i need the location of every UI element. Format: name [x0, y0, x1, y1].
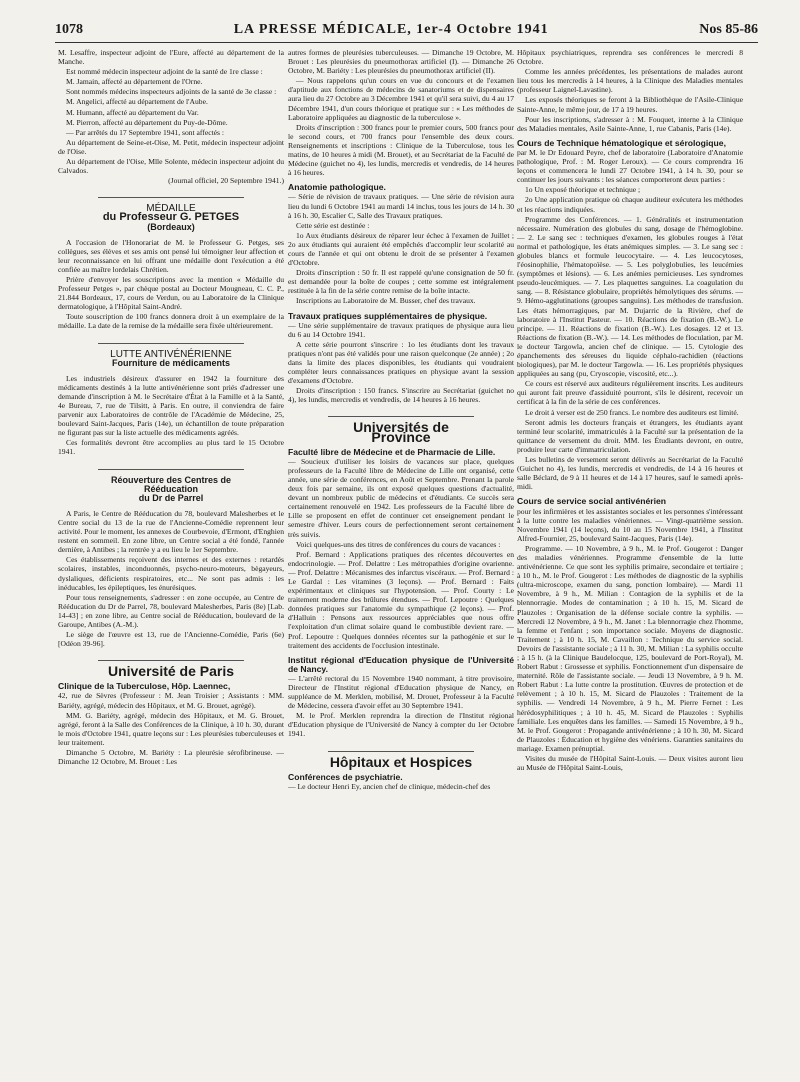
- paragraph: 2o Une application pratique où chaque auditeur exécutera les méthodes et les réactions indiquées.: [517, 195, 743, 214]
- parrel-heading: [98, 469, 244, 503]
- paragraph: Prof. Bernard : Applications pratiques des récentes découvertes en endocrinologie. — Prof. Delattre : Les métropathies d'origine ovarienne. — Prof. Delattre : Mécanismes des infarctus viscéraux. — Prof. Bernard : Le Gardal : Les vitamines (3 leçons). — Prof. Bernard : Faits expérimentaux et cliniques sur l'hypotension. — Prof. Courty : Le traitement moderne des brûlures étendues. — Prof. Lepoutre : Quelques données pratiques sur l'anatomie du sympathique (2 leçons). — Prof. d'Halluin : Pensons aux ressources appréciables que nous offre l'exploitation d'un climat solaire quand le combustible devient rare. — Prof. Lepoutre : Quelques données récentes sur la pathogénie et sur le traitement des accidents de l'occlusion intestinale.: [288, 549, 514, 650]
- section-subtitle: Fourniture de médicaments: [111, 357, 231, 368]
- paragraph: 1o Un exposé théorique et technique ;: [525, 185, 641, 195]
- section-title: du Professeur G. PETGES: [102, 211, 240, 224]
- paragraph: Hôpitaux psychiatriques, reprendra ses conférences le mercredi 8 Octobre.: [517, 48, 743, 67]
- province-heading: [328, 416, 474, 445]
- journal-title: LA PRESSE MÉDICALE, 1er-4 Octobre 1941: [233, 22, 549, 37]
- paragraph: A l'occasion de l'Honorariat de M. le Professeur G. Petges, ses collègues, ses élèves et ses amis ont pensé lui témoigner leur affection et leur reconnaissance en lui offrant une médaille dont l'exécution a été confiée au maître lordelais Chrétien.: [58, 237, 284, 274]
- paragraph: Voici quelques-uns des titres de conférences du cours de vacances :: [296, 539, 501, 549]
- header-rule: [55, 42, 758, 43]
- page-number: 1078: [55, 22, 83, 37]
- paragraph: Le siège de l'œuvre est 13, rue de l'Ancienne-Comédie, Paris (6e) [Odéon 39-96].: [58, 630, 284, 649]
- paragraph: Au département de l'Oise, Mlle Solente, médecin inspecteur adjoint du Calvados.: [58, 157, 284, 176]
- paragraph: — Le docteur Henri Ey, ancien chef de clinique, médecin-chef des: [288, 781, 491, 791]
- paragraph: Cette série est destinée :: [296, 220, 370, 230]
- paragraph: M. Humann, affecté au département du Var.: [66, 107, 199, 117]
- section-title: Universités de Province: [353, 419, 449, 445]
- paragraph: Prière d'envoyer les souscriptions avec la mention « Médaille du Professeur Petges », par chèque postal au Docteur Mougneau, C. C. P., 21.844 Bordeaux, 17, cours de Verdun, ou au Laboratoire de la Clinique dermatologique, à l'Hôpital Saint-André.: [58, 274, 284, 312]
- paragraph: Les industriels désireux d'assurer en 1942 la fourniture des médicaments destinés à la lutte antivénérienne sont priés d'adresser une demande d'inscription à M. le Secrétaire d'État à la Famille et à la Santé, 4e Bureau, 7, rue de Tilsitt, à Paris. En outre, il conviendra de faire parvenir aux Laboratoires de contrôle de l'Académie de Médecine, 25, boulevard Saint-Jacques, Paris (14e), un échantillon de toute préparation ne figurant pas sur la liste actuelle des médicaments agréés.: [58, 373, 284, 438]
- run-in-heading: Clinique de la Tuberculose, Hôp. Laennec,: [58, 681, 231, 692]
- paragraph: — Par arrêtés du 17 Septembre 1941, sont affectés :: [66, 127, 225, 137]
- paragraph: Droits d'inscription : 300 francs pour le premier cours, 500 francs pour le second cours, et 700 francs pour l'ensemble des deux cours. Renseignements et inscriptions : Clinique de la Tuberculose, tous les matins, de 10 heures à midi (M. Brouet), et au Secrétariat de la Faculté de Médecine (guichet no 4), les lundis, mercredis et vendredis, de 14 heures à 16 heures.: [288, 122, 514, 178]
- lutte-heading: [98, 343, 244, 368]
- paragraph: M. le Prof. Merklen reprendra la direction de l'Institut régional d'Education physique de l'Université de Nancy à compter du 1er Octobre 1941.: [288, 711, 514, 739]
- section-title: Réouverture des Centres de Rééducation: [110, 474, 232, 494]
- paragraph: M. Angelici, affecté au département de l'Aube.: [66, 97, 208, 107]
- nominations-list: [58, 48, 284, 185]
- paragraph: Droits d'inscription : 150 francs. S'inscrire au Secrétariat (guichet no 4), les lundis, mercredis et vendredis, de 14 heures à 16 heures.: [288, 386, 514, 405]
- paragraph: pour les infirmières et les assistantes sociales et les personnes s'intéressant à la lutte contre les maladies vénériennes. — Vingt-quatrième session. Novembre 1941 (14 leçons), du 10 au 15 Novembre 1941, à l'Institut Alfred-Fournier, 25, boulevard Saint-Jacques, Paris (14e).: [517, 506, 743, 543]
- paragraph: Les bulletins de versement seront délivrés au Secrétariat de la Faculté (Guichet no 4), les lundis, mercredis et vendredis, de 14 à 16 heures et salle Béclard, de 9 à 11 heures et de 14 à 17 heures, sauf le samedi après-midi.: [517, 455, 743, 492]
- run-in-heading: Anatomie pathologique.: [288, 182, 386, 193]
- paragraph: A Paris, le Centre de Rééducation du 78, boulevard Malesherbes et le Centre social du 13 de la rue de l'Ancienne-Comédie reprennent leur activité. Pour le moment, les annexes de Courbevoie, d'Ermont, d'Enghien restent en sommeil. En zone libre, un Centre social a été fondé, l'année dernière, à Antibes ; la rentrée y a eu lieu le 1er Septembre.: [58, 508, 284, 555]
- paragraph: — Une série supplémentaire de travaux pratiques de physique aura lieu du 6 au 14 Octobre 1941.: [288, 320, 514, 339]
- column-3: [517, 48, 743, 1073]
- run-in-heading: Faculté libre de Médecine et de Pharmacie de Lille.: [288, 446, 496, 457]
- paragraph: Ces établissements reçoivent des internes et des externes : retardés scolaires, instables, inconduonnés, psycho-neuro-moteurs, bègayeurs, dyslaliques, déficients respiratoires, etc... Ne sont pas admis : les inéducables, les épileptiques, les énurésiques.: [58, 555, 284, 592]
- paragraph: Le droit à verser est de 250 francs. Le nombre des auditeurs est limité.: [525, 407, 739, 417]
- paragraph: Pour tous renseignements, s'adresser : en zone occupée, au Centre de Rééducation du Dr de Parrel, 78, boulevard Malesherbes, Paris (8e) [Lab. 14-43] ; en zone libre, au Centre social de Rééducation, boulevard de la Garoupe, Antibes (A.-M.).: [58, 592, 284, 629]
- paragraph: Comme les années précédentes, les présentations de malades auront lieu tous les mercredis à 14 heures, à la Clinique des Maladies mentales (professeur Laignel-Lavastine).: [517, 67, 743, 95]
- paragraph: — Soucieux d'utiliser les loisirs de vacances sur place, quelques professeurs de la Faculté libre de Médecine de Lille ont organisé, cette année, une série de conférences, en Août et Septembre. Prenant la parole deux fois par semaine, ils ont exposé quelques questions d'actualité, devant un nombreux public de médecins et d'étudiants. Ce succès sera certainement renouvelé en 1942. Les professeurs de la Faculté libre de Lille se proposent en effet de continuer cet enseignement pendant le semestre d'hiver. Leurs cours de perfectionnement seront certainement très suivis.: [288, 456, 514, 539]
- column-2: [288, 48, 514, 1073]
- paragraph: Sont nommés médecins inspecteurs adjoints de la santé de 3e classe :: [66, 87, 277, 97]
- paragraph: — Série de révision de travaux pratiques. — Une série de révision aura lieu du lundi 6 Octobre 1941 au mardi 14 inclus, tous les jours de 14 h. 30 à 16 h. 30, Escalier C, Salle des Travaux pratiques.: [288, 192, 514, 220]
- paragraph: Programme des Conférences. — 1. Généralités et instrumentation nécessaire. Numération des globules du sang, dosage de l'hémoglobine. — 2. Le sang sec : techniques d'examen, les globules rouges à l'état normal et pathologique, les états anémiques simples. — 3. Le sang sec : globules blancs et formule leucocytaire. — 4. Les leucocytoses, l'éosinophilie, l'hématopoïèse. — 5. Les polyglobulies, les leucémies (symptômes et lésions). — 6. Les anémies pernicieuses. Les syndromes pseudo-leucémiques. — 7. Les plaquettes sanguines. La coagulation du sang. — 8. Résistance globulaire, propriétés hémolytiques des sérums. — 9. Hémo-agglutinations (groupes sanguins). Les méthodes de transfusion. Les états hémorragiques, par M. Dujarric de la Rivière, chef de laboratoire à l'Institut Pasteur. — 10. Réactions de fixation (B.-W.). Le principe. — 11. Réactions de fixation (B.-W.). Les dosages. 12 et 13. Réactions de fixation (B.-W.). — 14. Les méthodes de floculation, par M. le docteur Targowla, ancien chef de clinique. — 15. Cytologie des épanchements des séreuses du liquide céphalo-rachidien (réactions biologiques), par M. le docteur Targowla. — 16. Les propriétés physiques appliquées au sang (pu, Cryoscopie, viscosité, etc...).: [517, 214, 743, 379]
- section-subtitle: du Dr de Parrel: [138, 492, 204, 503]
- paragraph: autres formes de pleurésies tuberculeuses. — Dimanche 19 Octobre, M. Brouet : Les pleurésies du pneumothorax artificiel (I). — Dimanche 26 Octobre, M. Bariéty : Les pleurésies du pneumothorax artificiel (II).: [288, 48, 514, 76]
- paragraph: Visites du musée de l'Hôpital Saint-Louis. — Deux visites auront lieu au Musée de l'Hôpital Saint-Louis,: [517, 754, 743, 773]
- run-in-heading: Cours de Technique hématologique et sérologique,: [517, 137, 726, 148]
- section-title: Hôpitaux et Hospices: [329, 753, 473, 770]
- paragraph: M. Jamain, affecté au département de l'Orne.: [66, 77, 203, 87]
- paragraph: Seront admis les docteurs français et étrangers, les étudiants ayant terminé leur scolarité, immatriculés à la Faculté sur la présentation de la quittance de versement du droit. MM. les Étudiants devront, en outre, produire leur carte d'immatriculation.: [517, 417, 743, 454]
- paragraph: Pour les inscriptions, s'adresser à : M. Fouquet, interne à la Clinique des Maladies mentales, Asile Sainte-Anne, 1, rue Cabanis, Paris (14e).: [517, 114, 743, 133]
- hospices-heading: [328, 751, 474, 770]
- paragraph: Ce cours est réservé aux auditeurs régulièrement inscrits. Les auditeurs qui auront fait preuve d'assiduité pourront, s'ils le désirent, recevoir un certificat à la fin de la série de ces conférences.: [517, 379, 743, 407]
- section-subtitle: (Bordeaux): [147, 221, 195, 232]
- paragraph: Dimanche 5 Octobre, M. Bariéty : La pleurésie sérofibrineuse. — Dimanche 12 Octobre, M. Brouet : Les: [58, 748, 284, 767]
- section-title: MÉDAILLE: [146, 203, 196, 215]
- run-in-heading: Travaux pratiques supplémentaires de physique.: [288, 310, 488, 321]
- column-1: [58, 48, 284, 1073]
- section-title: Université de Paris: [107, 663, 235, 680]
- section-title: LUTTE ANTIVÉNÉRIENNE: [110, 348, 232, 360]
- paragraph: Programme. — 10 Novembre, à 9 h., M. le Prof. Gougerot : Danger des maladies vénériennes. Programme d'ensemble de la lutte antivénérienne. Ce que sont les syphilis primaire, secondaire et tertiaire ; à 10 h., M. le Prof. Gougerot : Les méthodes de diagnostic de la syphilis (ultra-microscope, examen du sang, ponction lombaire). — Mardi 11 Novembre, à 9 h., M. Milian : Contagion de la syphilis et de la blennorragie. Modes de contamination ; à 10 h. 15, M. Sicard de Plauzoles : Organisation de la défense sociale contre la syphilis. — Mercredi 12 Novembre, à 9 h., M. Janet : La blennorragie chez l'homme, la femme et l'enfant ; son importance sociale. Moyens de diagnostic. Traitement ; à 10 h. 15, M. Cavaillon : Technique du service social. Devoirs de l'assistante sociale ; à 11 h. 30, M. Milian : La syphilis occulte ; à 15 h. (à la Clinique Baudelocque, 125, boulevard de Port-Royal), M. Robert Rabut : Grossesse et syphilis. Fonctionnement d'un dispensaire de maternité. Rôle de l'assistante sociale. — Jeudi 13 Novembre, à 9 h. M. Robert Rabut : La lutte contre la prostitution. Œuvres de protection et de relèvement ; à 10 h. 15, M. Sicard de Plauzoles : Traitement de la syphilis. — Vendredi 14 Novembre, à 9 h., M. Pierre Fernet : Les hérédosyphilitiques ; à 10 h. 45, M. Sicard de Plauzoles : Syphilis familiale. Les enquêtes dans les familles. — Samedi 15 Novembre, à 9 h., M. le Prof. Gougerot : Propagande antivénérienne ; à 10 h. 30, M. Sicard de Plauzoles : Éducation et hygiène des vénériens. Garanties sanitaires du mariage. Examen prénuptial.: [517, 543, 743, 753]
- page-header: [55, 20, 758, 40]
- paragraph: M. Lesaffre, inspecteur adjoint de l'Eure, affecté au département de la Manche.: [58, 48, 284, 67]
- paragraph: MM. G. Bariéty, agrégé, médecin des Hôpitaux, et M. G. Brouet, agrégé, feront à la Salle des Conférences de la Clinique, à 10 h. 30, durant le mois d'Octobre 1941, quatre leçons sur : Les pleurésies tuberculeuses et leur traitement.: [58, 710, 284, 747]
- paragraph: Toute souscription de 100 francs donnera droit à un exemplaire de la médaille. La date de la remise de la médaille sera fixée ultérieurement.: [58, 312, 284, 331]
- paragraph: A cette série pourront s'inscrire : 1o les étudiants dont les travaux pratiques n'ont pas été validés pour une raison quelconque (2e année) ; 2o dans la limite des places disponibles, les étudiants qui voudraient compléter leurs connaissances pratiques en physique avant la session d'examens d'Octobre.: [288, 339, 514, 386]
- paragraph: Au département de Seine-et-Oise, M. Petit, médecin inspecteur adjoint de l'Oise.: [58, 137, 284, 156]
- paragraph: Ces formalités devront être accomplies au plus tard le 15 Octobre 1941.: [58, 438, 284, 457]
- paragraph: 1o Aux étudiants désireux de réparer leur échec à l'examen de Juillet ; 2o aux étudiants qui auraient été empêchés d'accomplir leur scolarité au cours de l'année et qui ont obtenu le droit de se présenter à l'examen d'Octobre.: [288, 230, 514, 268]
- paragraph: Droits d'inscription : 50 fr. Il est rappelé qu'une consignation de 50 fr. est demandée pour la boîte de coupes ; cette somme est intégralement restituée à la fin de la série contre remise de la boîte intacte.: [288, 268, 514, 296]
- paragraph: M. Pierron, affecté au département du Puy-de-Dôme.: [66, 117, 228, 127]
- paragraph: — Nous rappelons qu'un cours en vue du concours et de l'examen d'aptitude aux fonctions de médecins de sanatoriums et de dispensaires aura lieu du 27 Octobre au 3 Décembre 1941 et qu'il sera suivi, du 4 au 17 Décembre 1941, d'un cours théorique et pratique sur : « Les méthodes de Laboratoire appliquées au diagnostic de la tuberculose ».: [288, 76, 514, 122]
- medaille-heading: [98, 197, 244, 231]
- issue-number: Nos 85-86: [699, 22, 758, 37]
- paragraph: 42, rue de Sèvres (Professeur : M. Jean Troisier ; Assistants : MM. Bariéty, agrégé, médecin des Hôpitaux, et M. G. Brouet, agrégé).: [58, 691, 284, 710]
- paragraph: — L'arrêté rectoral du 15 Novembre 1940 nommant, à titre provisoire, Directeur de l'Institut régional d'Education physique de Nancy, en suppléance de M. Merklen, mobilisé, M. Drouet, Professeur à la Faculté de Médecine, cessera d'avoir effet au 30 Septembre 1941.: [288, 673, 514, 711]
- run-in-heading: Conférences de psychiatrie.: [288, 771, 403, 782]
- paragraph: Les exposés théoriques se feront à la Bibliothèque de l'Asile-Clinique Sainte-Anne, le même jour, de 17 à 19 heures.: [517, 95, 743, 114]
- run-in-heading: Institut régional d'Education physique de l'Université de Nancy.: [288, 654, 514, 674]
- source-citation: (Journal officiel, 20 Septembre 1941.): [168, 176, 284, 186]
- paragraph: Inscriptions au Laboratoire de M. Busser, chef des travaux.: [296, 296, 476, 306]
- run-in-heading: Cours de service social antivénérien: [517, 496, 667, 507]
- paragraph: par M. le Dr Edouard Peyre, chef de laboratoire (Laboratoire d'Anatomie pathologique, Prof. : M. Roger Leroux). — Ce cours comprendra 16 leçons et commencera le lundi 27 Octobre 1941, à 14 h. 30, pour se continuer les jours suivants : les séances comporteront deux parties :: [517, 147, 743, 185]
- paragraph: Est nommé médecin inspecteur adjoint de la santé de 1re classe :: [66, 67, 263, 77]
- univ-paris-heading: [98, 660, 244, 680]
